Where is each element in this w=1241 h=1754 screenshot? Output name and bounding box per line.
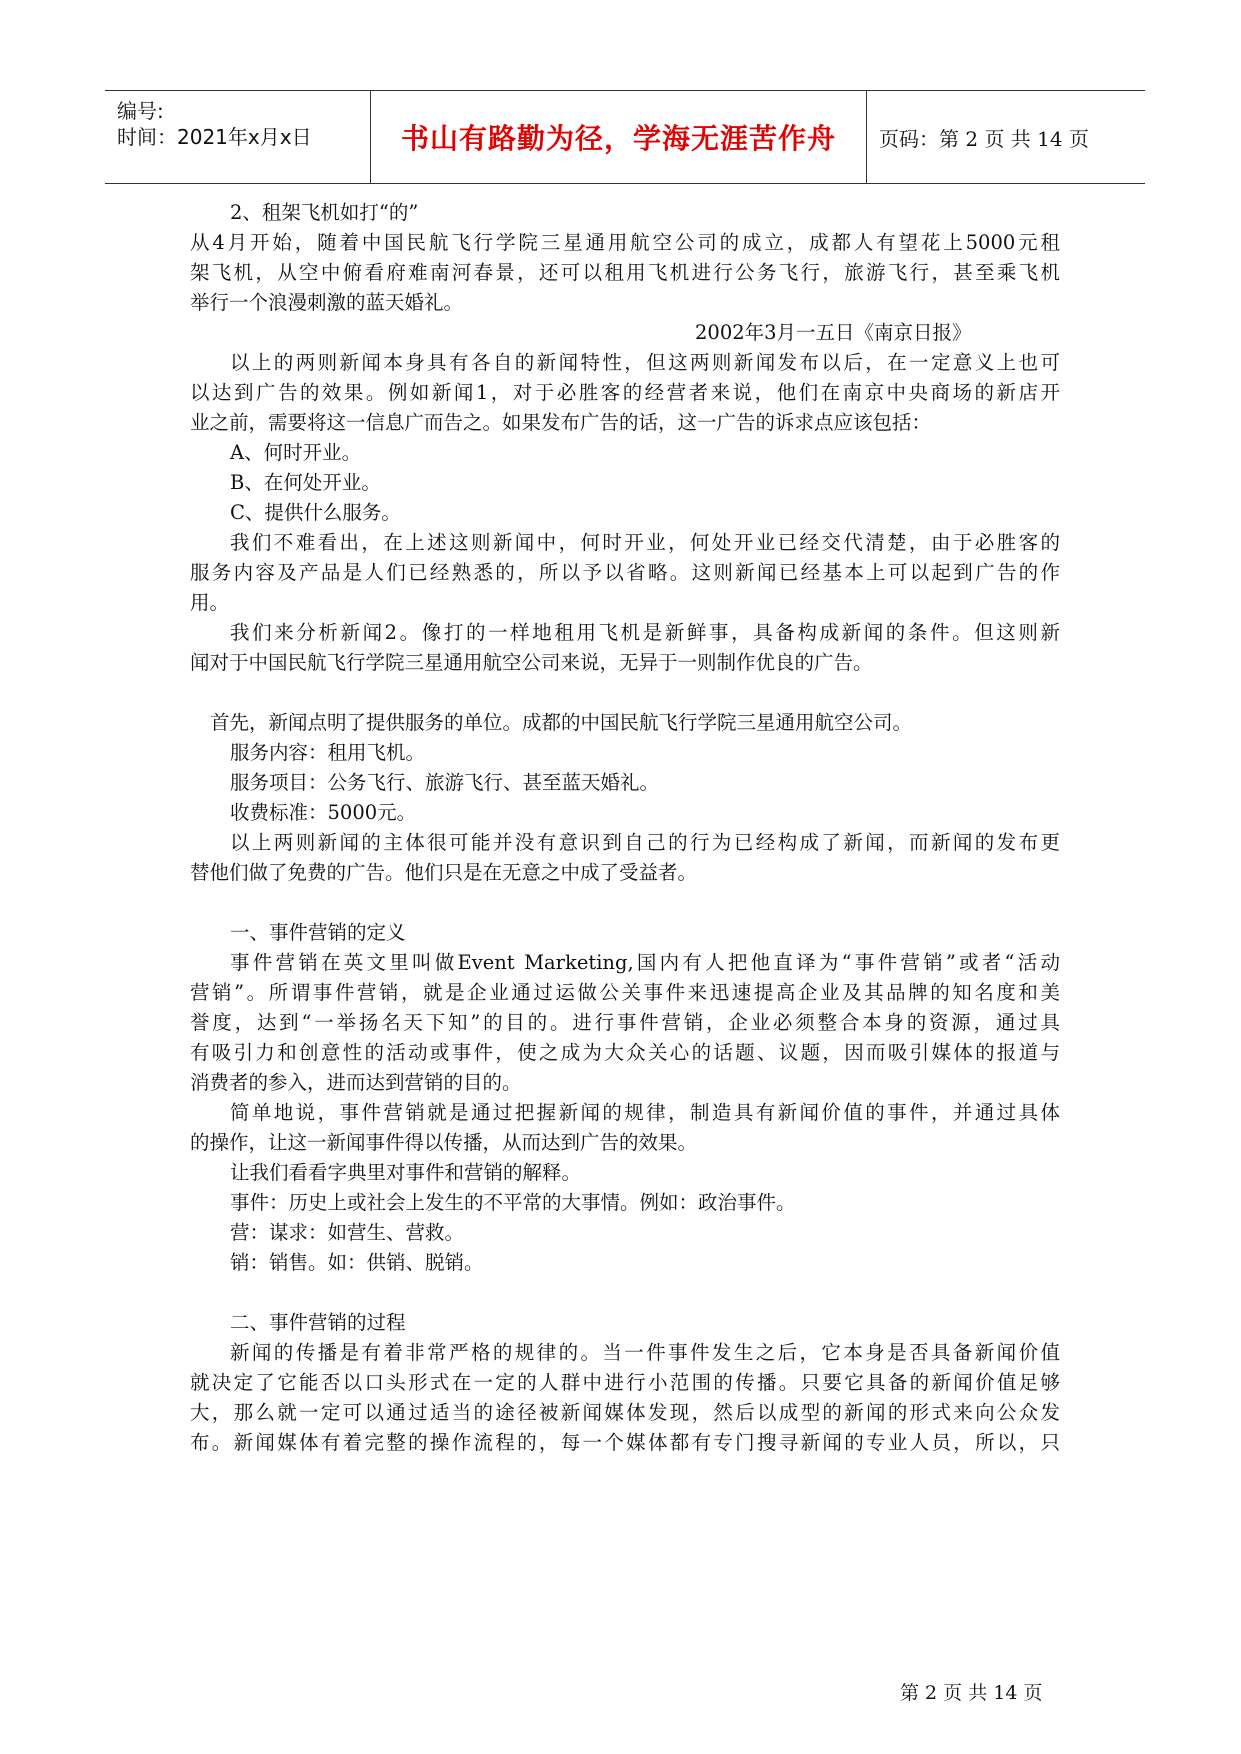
paragraph-line: 业之前，需要将这一信息广而告之。如果发布广告的话，这一广告的诉求点应该包括： bbox=[190, 411, 932, 434]
paragraph-line: 布。新闻媒体有着完整的操作流程的，每一个媒体都有专门搜寻新闻的专业人员，所以，只 bbox=[190, 1431, 1060, 1454]
paragraph-line: 以上两则新闻的主体很可能并没有意识到自己的行为已经构成了新闻，而新闻的发布更 bbox=[230, 831, 1060, 854]
paragraph-line: 举行一个浪漫刺激的蓝天婚礼。 bbox=[190, 291, 464, 314]
paragraph-line: 我们来分析新闻2。像打的一样地租用飞机是新鲜事，具备构成新闻的条件。但这则新 bbox=[230, 621, 1060, 644]
paragraph-line: 有吸引力和创意性的活动或事件，使之成为大众关心的话题、议题，因而吸引媒体的报道与 bbox=[190, 1041, 1060, 1064]
paragraph-line: 的操作，让这一新闻事件得以传播，从而达到广告的效果。 bbox=[190, 1131, 698, 1154]
page-footer: 第 2 页 共 14 页 bbox=[900, 1682, 1043, 1704]
header-meta bbox=[105, 91, 370, 183]
paragraph-line: 用。 bbox=[190, 591, 230, 614]
page-header bbox=[105, 90, 1145, 184]
paragraph-line: 我们不难看出，在上述这则新闻中，何时开业，何处开业已经交代清楚，由于必胜客的 bbox=[230, 531, 1060, 554]
paragraph-line: 从4月开始，随着中国民航飞行学院三星通用航空公司的成立，成都人有望花上5000元租 bbox=[190, 231, 1060, 254]
source-citation: 2002年3月一五日《南京日报》 bbox=[695, 321, 972, 344]
paragraph-line: 2、租架飞机如打“的” bbox=[230, 201, 419, 224]
paragraph-line: 以上的两则新闻本身具有各自的新闻特性，但这两则新闻发布以后，在一定意义上也可 bbox=[230, 351, 1060, 374]
paragraph-line: 架飞机，从空中俯看府难南河春景，还可以租用飞机进行公务飞行，旅游飞行，甚至乘飞机 bbox=[190, 261, 1060, 284]
paragraph-line: 大，那么就一定可以通过适当的途径被新闻媒体发现，然后以成型的新闻的形式来向公众发 bbox=[190, 1401, 1060, 1424]
paragraph-line: 营销”。所谓事件营销，就是企业通过运做公关事件来迅速提高企业及其品牌的知名度和美 bbox=[190, 981, 1060, 1004]
section-heading: 二、事件营销的过程 bbox=[230, 1311, 406, 1334]
paragraph-line: 首先，新闻点明了提供服务的单位。成都的中国民航飞行学院三星通用航空公司。 bbox=[210, 711, 913, 734]
paragraph-line: 消费者的参入，进而达到营销的目的。 bbox=[190, 1071, 522, 1094]
paragraph-line: 替他们做了免费的广告。他们只是在无意之中成了受益者。 bbox=[190, 861, 698, 884]
definition-line: 营：谋求：如营生、营救。 bbox=[230, 1221, 465, 1244]
motto-text: 书山有路勤为径，学海无涯苦作舟 bbox=[400, 122, 836, 155]
list-item: A、何时开业。 bbox=[230, 441, 362, 464]
list-item: 收费标准：5000元。 bbox=[230, 801, 417, 824]
section-heading: 一、事件营销的定义 bbox=[230, 921, 406, 944]
paragraph-line: 新闻的传播是有着非常严格的规律的。当一件事件发生之后，它本身是否具备新闻价值 bbox=[230, 1341, 1060, 1364]
number-label: 编号: bbox=[117, 99, 164, 123]
list-item: 服务内容：租用飞机。 bbox=[230, 741, 426, 764]
paragraph-line: 服务内容及产品是人们已经熟悉的，所以予以省略。这则新闻已经基本上可以起到广告的作 bbox=[190, 561, 1060, 584]
list-item: B、在何处开业。 bbox=[230, 471, 381, 494]
time-label: 时间：2021年x月x日 bbox=[117, 125, 312, 149]
paragraph-line: 誉度，达到“一举扬名天下知”的目的。进行事件营销，企业必须整合本身的资源，通过具 bbox=[190, 1011, 1060, 1034]
header-motto bbox=[370, 91, 867, 183]
paragraph-line: 事件营销在英文里叫做Event Marketing,国内有人把他直译为“事件营销”或者“活动 bbox=[230, 951, 1060, 974]
paragraph-line: 简单地说，事件营销就是通过把握新闻的规律，制造具有新闻价值的事件，并通过具体 bbox=[230, 1101, 1060, 1124]
definition-line: 销：销售。如：供销、脱销。 bbox=[230, 1251, 484, 1274]
paragraph-line: 就决定了它能否以口头形式在一定的人群中进行小范围的传播。只要它具备的新闻价值足够 bbox=[190, 1371, 1060, 1394]
definition-line: 事件：历史上或社会上发生的不平常的大事情。例如：政治事件。 bbox=[230, 1191, 796, 1214]
page-code: 页码：第 2 页 共 14 页 bbox=[879, 126, 1089, 151]
list-item: 服务项目：公务飞行、旅游飞行、甚至蓝天婚礼。 bbox=[230, 771, 660, 794]
paragraph-line: 让我们看看字典里对事件和营销的解释。 bbox=[230, 1161, 582, 1184]
paragraph-line: 闻对于中国民航飞行学院三星通用航空公司来说，无异于一则制作优良的广告。 bbox=[190, 651, 873, 674]
list-item: C、提供什么服务。 bbox=[230, 501, 401, 524]
paragraph-line: 以达到广告的效果。例如新闻1，对于必胜客的经营者来说，他们在南京中央商场的新店开 bbox=[190, 381, 1060, 404]
